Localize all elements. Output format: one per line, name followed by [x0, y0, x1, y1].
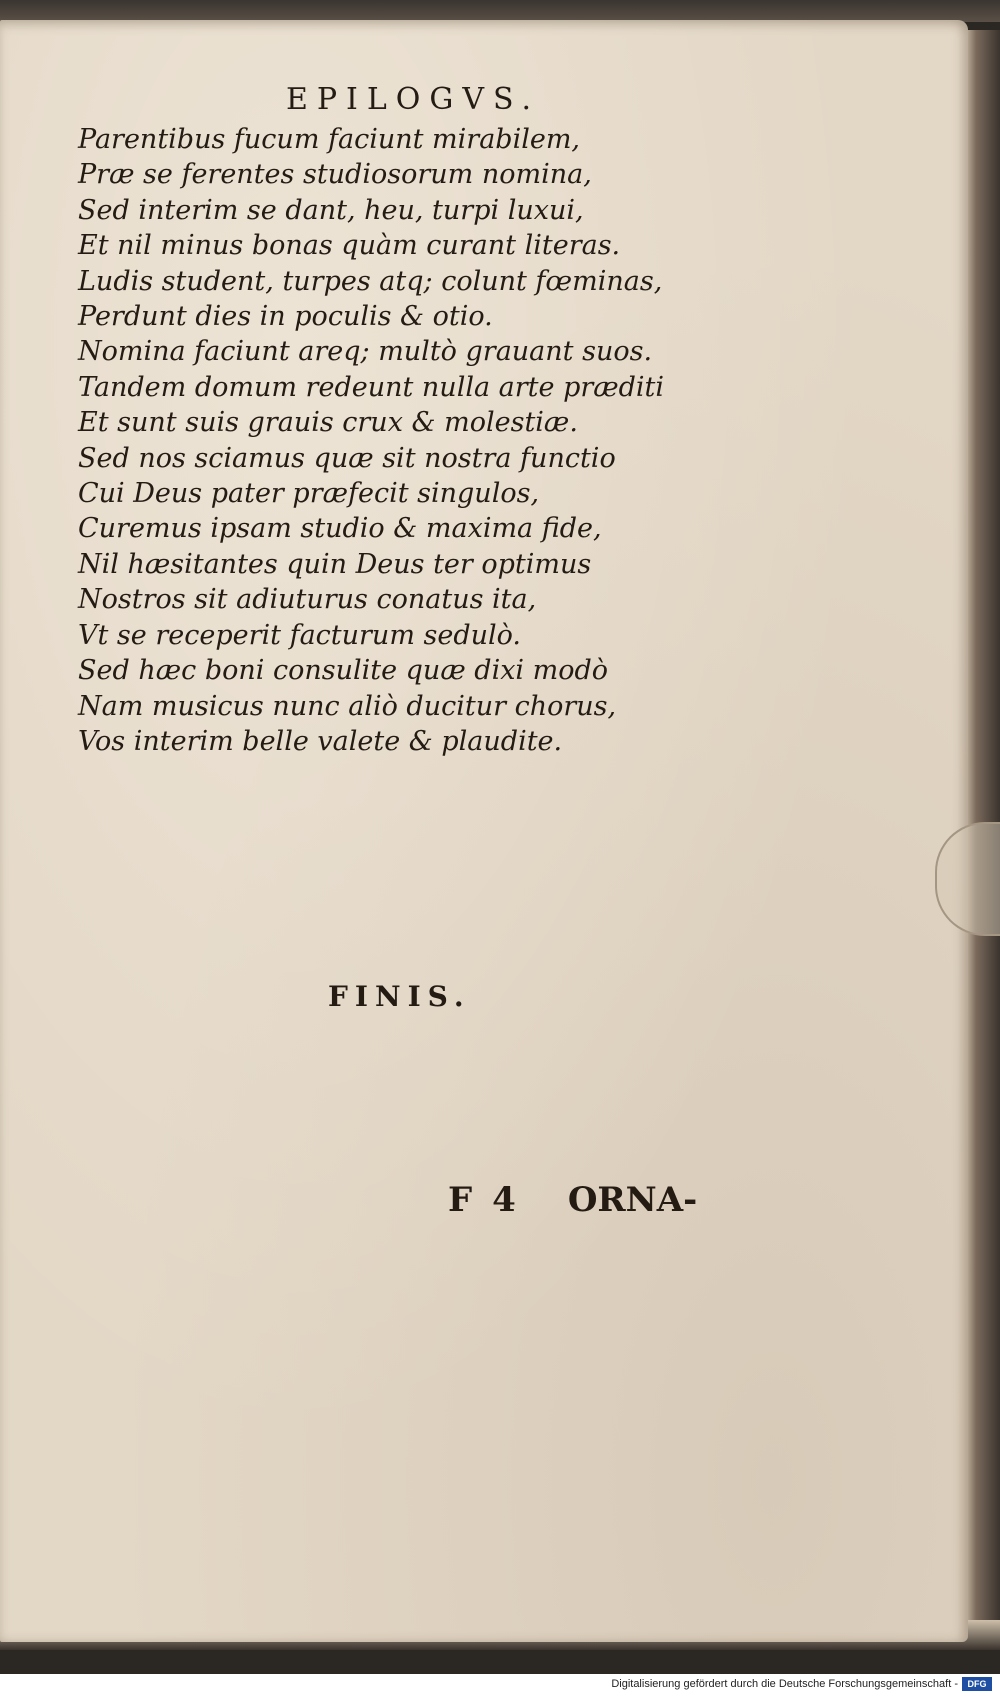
- verse-line: Nomina faciunt areq; multò grauant suos.: [78, 336, 653, 368]
- verse-line: Et sunt suis grauis crux & molestiæ.: [78, 407, 578, 439]
- epilogue-text: [78, 82, 718, 759]
- scan-top-border: [0, 0, 1000, 22]
- verse-line: Sed hæc boni consulite quæ dixi modò: [78, 655, 609, 687]
- signature-catchline: [448, 1180, 697, 1220]
- funding-credit: Digitalisierung gefördert durch die Deutsche Forschungsgemeinschaft -: [611, 1678, 958, 1690]
- verse-line: Vt se receperit facturum sedulò.: [78, 619, 522, 651]
- verse-line: Sed nos sciamus quæ sit nostra functio: [78, 442, 616, 474]
- verse-line: Parentibus fucum faciunt mirabilem,: [78, 124, 581, 155]
- page-heading: EPILOGVS.: [285, 82, 541, 117]
- verse-line: Præ se ferentes studiosorum nomina,: [78, 159, 592, 191]
- signature-letter: F: [448, 1180, 473, 1220]
- dfg-logo: DFG: [962, 1677, 992, 1691]
- verse-line: Nostros sit adiuturus conatus ita,: [78, 584, 537, 616]
- signature-number: 4: [492, 1180, 516, 1220]
- verse-line: Vos interim belle valete & plaudite.: [78, 725, 563, 757]
- verse-line: Curemus ipsam studio & maxima fide,: [78, 513, 602, 545]
- verse-line: Perdunt dies in poculis & otio.: [78, 301, 493, 333]
- verse-line: Cui Deus pater præfecit singulos,: [78, 478, 540, 510]
- finis-label: FINIS.: [328, 980, 471, 1013]
- verse-line: Ludis student, turpes atq; colunt fœminas,: [78, 265, 663, 297]
- verse-line: Et nil minus bonas quàm curant literas.: [78, 230, 621, 262]
- verse-line: Nil hæsitantes quin Deus ter optimus: [78, 548, 592, 580]
- catchword: ORNA-: [567, 1180, 698, 1220]
- verse-line: Sed interim se dant, heu, turpi luxui,: [78, 194, 584, 226]
- verse-line: Tandem domum redeunt nulla arte præditi: [78, 371, 665, 403]
- verse-line: Nam musicus nunc aliò ducitur chorus,: [78, 690, 617, 722]
